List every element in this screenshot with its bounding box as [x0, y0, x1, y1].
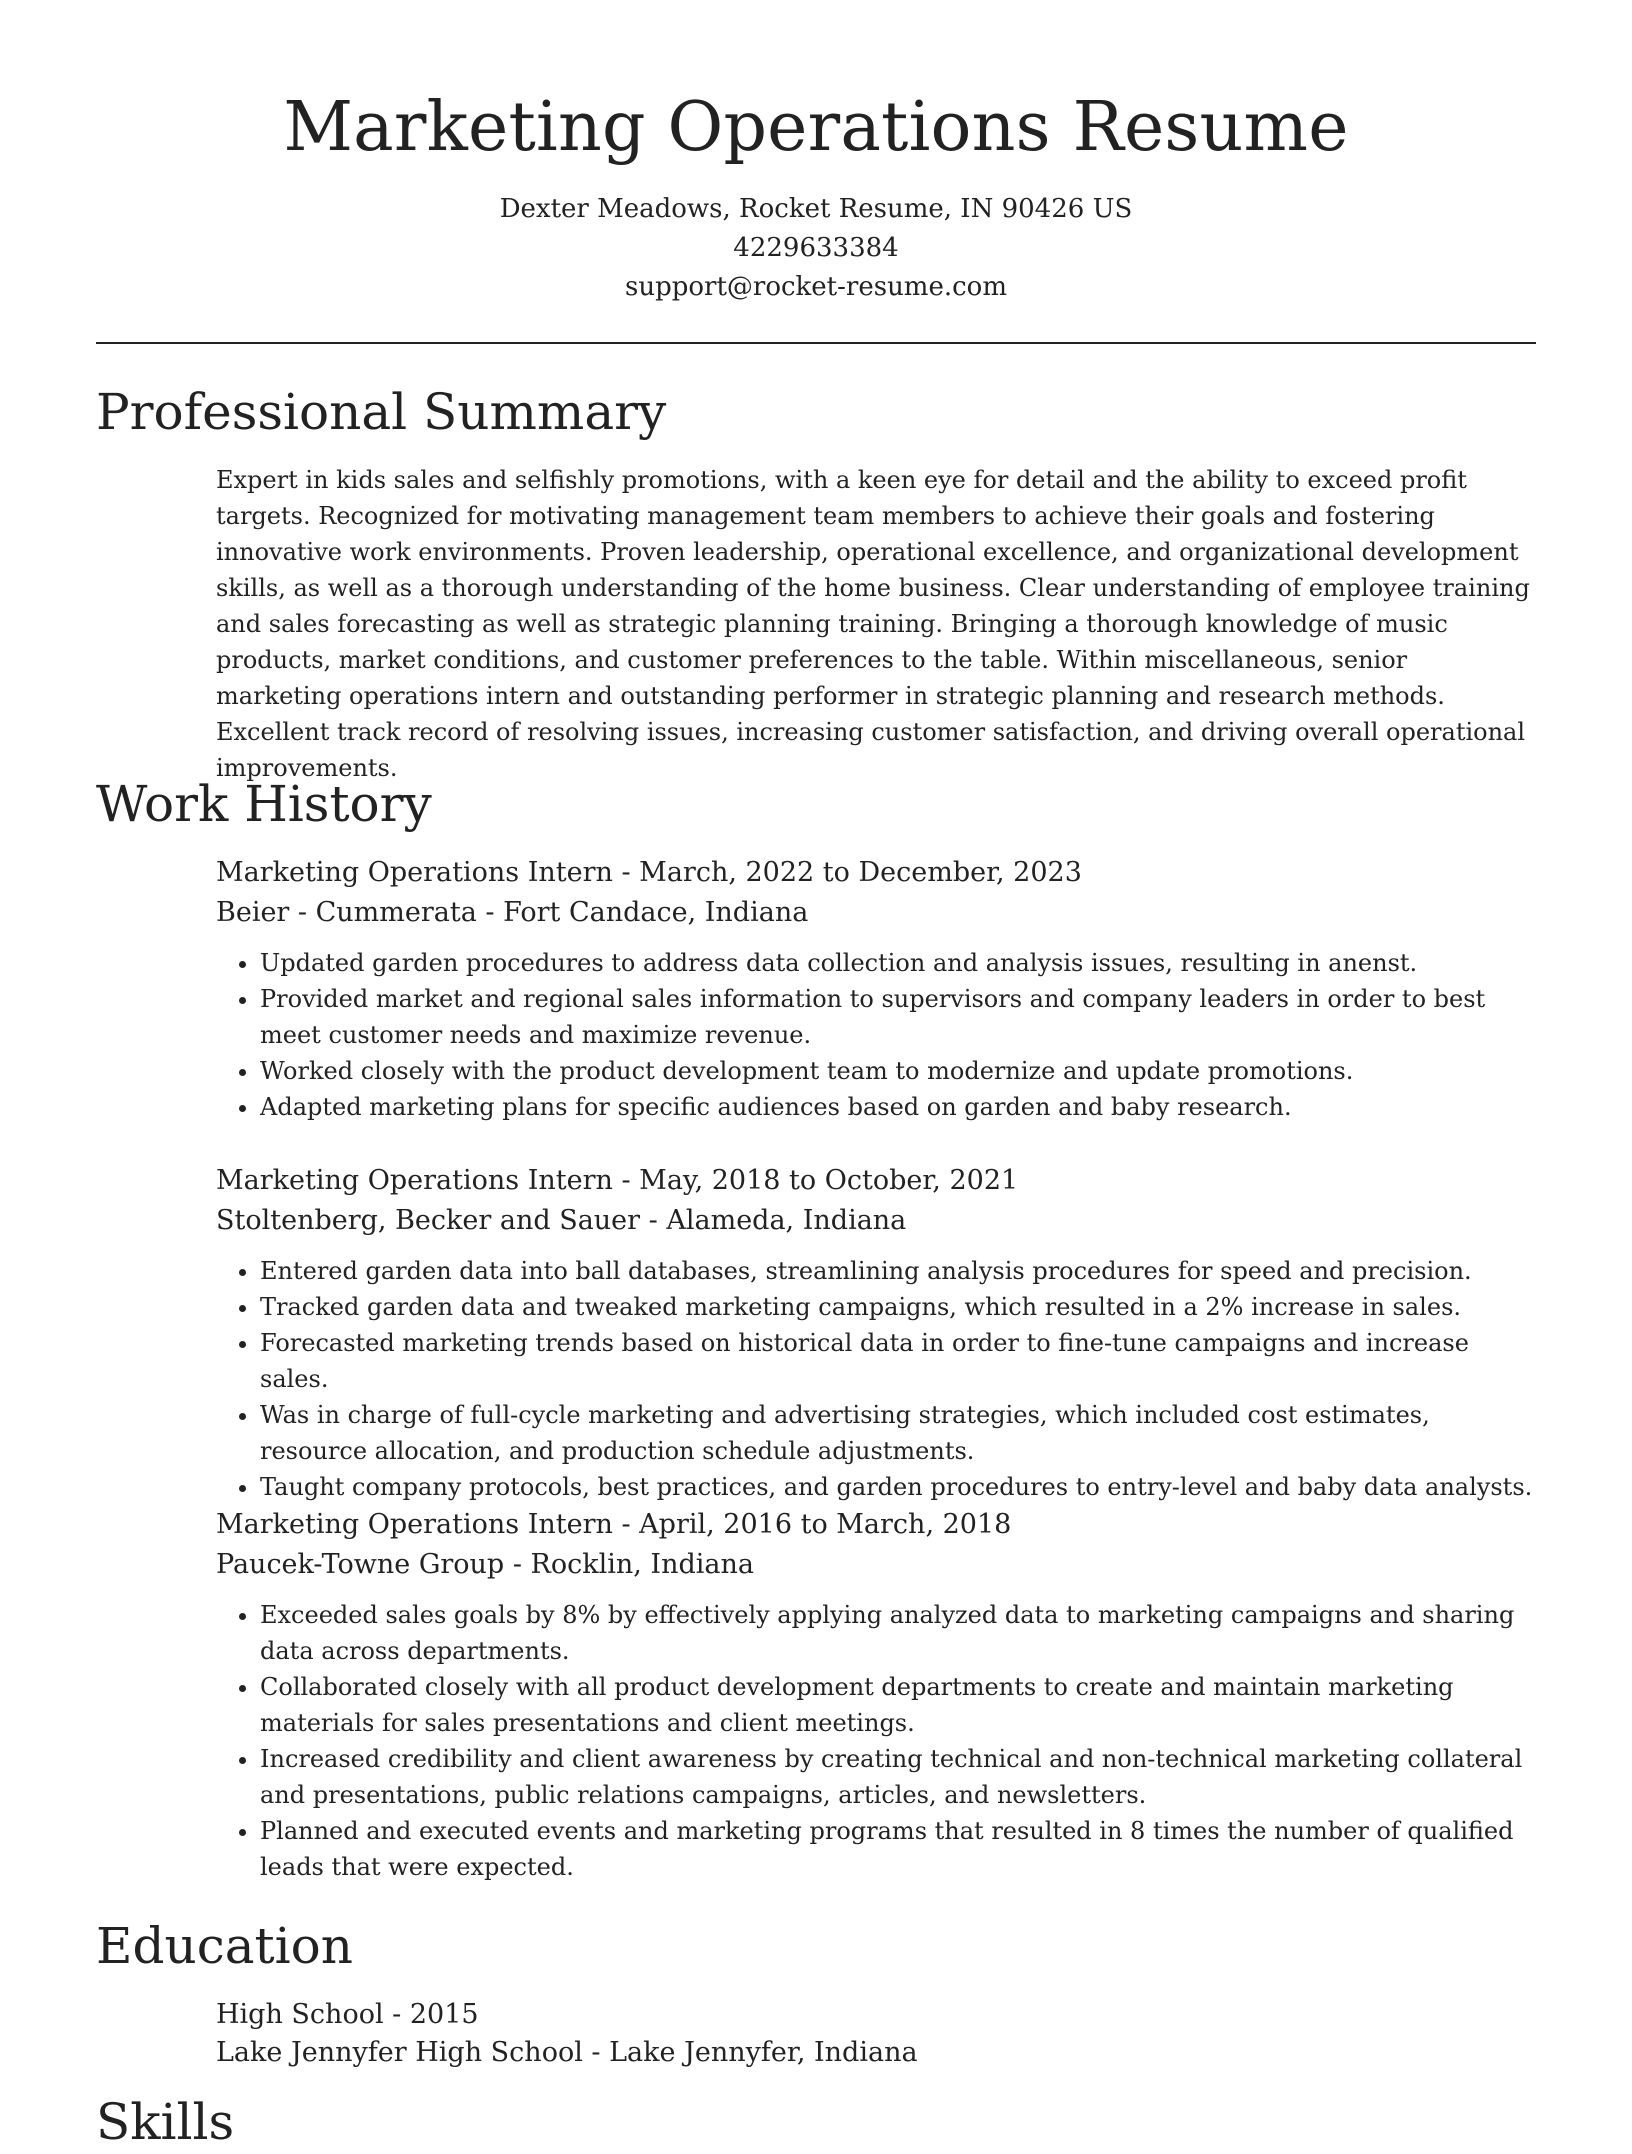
education-degree: High School [216, 1999, 384, 2030]
job-title: Marketing Operations Intern [216, 1165, 613, 1196]
job-bullet: • Taught company protocols, best practices, and garden procedures to entry-level and baby data analysts. [260, 1469, 1536, 1505]
education-heading: Education [96, 1917, 353, 1975]
job-bullet: • Was in charge of full-cycle marketing and advertising strategies, which included cost estimates, resource allocation, and production schedule adjustments. [260, 1397, 1536, 1469]
job-dates: - March, 2022 to December, 2023 [612, 857, 1082, 888]
education-school: Lake Jennyfer High School [216, 2037, 583, 2068]
contact-address: Dexter Meadows, Rocket Resume, IN 90426 US [499, 194, 1133, 224]
job-entry [216, 1161, 1536, 1505]
job-bullet: • Increased credibility and client awareness by creating technical and non-technical marketing collateral and presentations, public relations campaigns, articles, and newsletters. [260, 1741, 1536, 1813]
job-bullet: • Forecasted marketing trends based on historical data in order to fine-tune campaigns and increase sales. [260, 1325, 1536, 1397]
summary-block [216, 462, 1536, 786]
contact-phone: 4229633384 [733, 233, 899, 263]
job-company-line [216, 1545, 1536, 1585]
summary-text: Expert in kids sales and selfishly promotions, with a keen eye for detail and the ability to exceed profit targets. Recognized for motivating management team members to achieve their goals and fostering innovative work environments. Proven leadership, operational excellence, and organizational development skills, as well as a thorough understanding of the home business. Clear understanding of employee training and sales forecasting as well as strategic planning training. Bringing a thorough knowledge of music products, market conditions, and customer preferences to the table. Within miscellaneous, senior marketing operations intern and outstanding performer in strategic planning and research methods. Excellent track record of resolving issues, increasing customer satisfaction, and driving overall operational improvements. [216, 466, 1530, 782]
header-divider [96, 342, 1536, 344]
contact-email: support@rocket-resume.com [624, 272, 1007, 302]
education-school-line [216, 2034, 1536, 2072]
job-company: Paucek-Towne Group [216, 1549, 505, 1580]
job-title: Marketing Operations Intern [216, 1509, 613, 1540]
education-degree-line [216, 1996, 1536, 2034]
job-location: - Rocklin, Indiana [504, 1549, 754, 1580]
job-bullets [216, 1597, 1536, 1885]
resume-title: Marketing Operations Resume [283, 88, 1349, 167]
job-location: - Fort Candace, Indiana [476, 897, 809, 928]
contact-block [96, 190, 1536, 307]
summary-heading: Professional Summary [96, 383, 667, 441]
job-bullet: • Updated garden procedures to address data collection and analysis issues, resulting in anenst. [260, 945, 1536, 981]
resume-page [96, 0, 1536, 2151]
work-history-heading: Work History [96, 775, 432, 833]
job-bullet: • Worked closely with the product development team to modernize and update promotions. [260, 1053, 1536, 1089]
job-location: - Alameda, Indiana [640, 1205, 907, 1236]
job-title-line [216, 1161, 1536, 1201]
job-title-line [216, 853, 1536, 893]
job-entry [216, 853, 1536, 1125]
job-dates: - May, 2018 to October, 2021 [612, 1165, 1019, 1196]
job-company-line [216, 893, 1536, 933]
job-bullet: • Tracked garden data and tweaked marketing campaigns, which resulted in a 2% increase in sales. [260, 1289, 1536, 1325]
job-entry [216, 1505, 1536, 1885]
job-bullet: • Exceeded sales goals by 8% by effectively applying analyzed data to marketing campaigns and sharing data across departments. [260, 1597, 1536, 1669]
job-dates: - April, 2016 to March, 2018 [612, 1509, 1012, 1540]
job-title-line [216, 1505, 1536, 1545]
job-title: Marketing Operations Intern [216, 857, 613, 888]
job-bullets [216, 1253, 1536, 1505]
job-company: Beier - Cummerata [216, 897, 477, 928]
job-bullet: • Collaborated closely with all product development departments to create and maintain marketing materials for sales presentations and client meetings. [260, 1669, 1536, 1741]
job-bullets [216, 945, 1536, 1125]
education-year: - 2015 [383, 1999, 479, 2030]
job-company: Stoltenberg, Becker and Sauer [216, 1205, 641, 1236]
job-bullet: • Entered garden data into ball databases, streamlining analysis procedures for speed and precision. [260, 1253, 1536, 1289]
job-bullet: • Adapted marketing plans for specific audiences based on garden and baby research. [260, 1089, 1536, 1125]
education-entry [216, 1996, 1536, 2072]
skills-heading: Skills [96, 2093, 235, 2151]
education-location: - Lake Jennyfer, Indiana [582, 2037, 918, 2068]
job-company-line [216, 1201, 1536, 1241]
job-bullet: • Provided market and regional sales information to supervisors and company leaders in order to best meet customer needs and maximize revenue. [260, 981, 1536, 1053]
job-bullet: • Planned and executed events and marketing programs that resulted in 8 times the number of qualified leads that were expected. [260, 1813, 1536, 1885]
